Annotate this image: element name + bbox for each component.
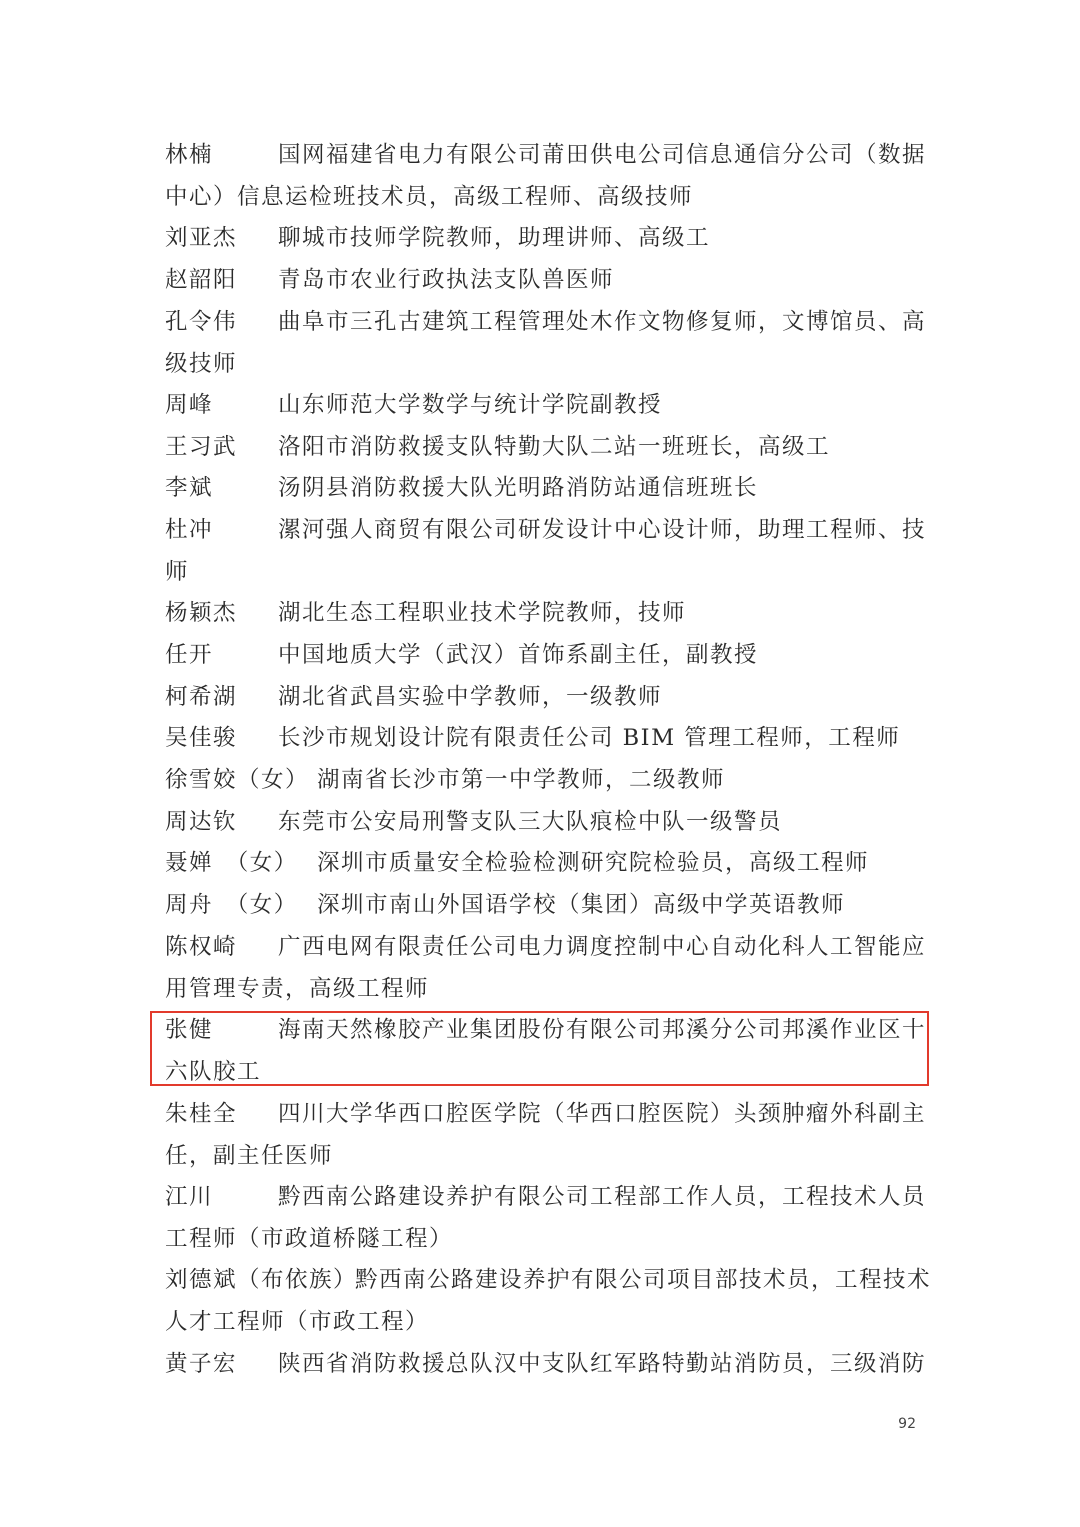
person-title: 广西电网有限责任公司电力调度控制中心自动化科人工智能应: [278, 934, 927, 960]
person-name: 刘德斌（布依族）: [165, 1267, 358, 1293]
person-name: 陈权崎: [165, 934, 238, 960]
page-number: 92: [898, 1416, 916, 1432]
person-title: 海南天然橡胶产业集团股份有限公司邦溪分公司邦溪作业区十: [278, 1017, 927, 1043]
person-title: 洛阳市消防救援支队特勤大队二站一班班长，高级工: [278, 434, 831, 460]
entry-ke-xihu: [165, 677, 917, 719]
entry-huang-zihong: [165, 1344, 927, 1386]
entry-zhao-shaoyang: [165, 260, 917, 302]
entry-kong-lingwei: [165, 302, 927, 385]
entry-line-1: [165, 718, 917, 760]
entry-line-1: [165, 927, 927, 969]
entry-line-1: [165, 1094, 927, 1136]
entry-jiang-chuan: [165, 1177, 927, 1260]
entry-yang-yingjie: [165, 593, 917, 635]
person-name: 杜冲: [165, 517, 214, 543]
person-title: 汤阴县消防救援大队光明路消防站通信班班长: [278, 475, 759, 501]
entry-line-1: [165, 427, 917, 469]
entry-line-2: 工程师（市政道桥隧工程）: [165, 1225, 454, 1252]
entry-zhou-feng: [165, 385, 917, 427]
entry-line-1: [165, 385, 917, 427]
person-name: 周峰: [165, 392, 214, 418]
entry-lin-nan: [165, 135, 927, 218]
entry-du-chong: [165, 510, 927, 593]
entry-line-1: [165, 802, 917, 844]
entry-line-1: [165, 1177, 927, 1219]
person-name: 江川: [165, 1184, 214, 1210]
person-title: 深圳市南山外国语学校（集团）高级中学英语教师: [317, 892, 846, 918]
entry-xu-xuejiao: [165, 760, 917, 802]
entry-nie-chan: [165, 843, 917, 885]
person-name: 聂婵 （女）: [165, 850, 298, 876]
person-title: 漯河强人商贸有限公司研发设计中心设计师，助理工程师、技: [278, 517, 927, 543]
entry-line-1: [165, 510, 927, 552]
person-title: 长沙市规划设计院有限责任公司 BIM 管理工程师，工程师: [278, 725, 901, 751]
entry-line-1: [165, 677, 917, 719]
person-title: 青岛市农业行政执法支队兽医师: [278, 267, 615, 293]
person-title: 四川大学华西口腔医学院（华西口腔医院）头颈肿瘤外科副主: [278, 1101, 927, 1127]
entry-line-1: [165, 885, 917, 927]
person-name: 周达钦: [165, 809, 238, 835]
entry-line-1: [165, 760, 917, 802]
entry-line-1: [165, 1344, 927, 1386]
person-title: 湖北生态工程职业技术学院教师，技师: [278, 600, 687, 626]
entry-zhang-jian: [165, 1010, 927, 1093]
person-name: 王习武: [165, 434, 238, 460]
person-name: 赵韶阳: [165, 267, 238, 293]
entry-line-2: 六队胶工: [165, 1058, 262, 1085]
person-name: 孔令伟: [165, 309, 238, 335]
person-name: 刘亚杰: [165, 225, 238, 251]
person-title: 国网福建省电力有限公司莆田供电公司信息通信分公司（数据: [278, 142, 927, 168]
person-name: 吴佳骏: [165, 725, 238, 751]
entry-zhu-guiquan: [165, 1094, 927, 1177]
entry-line-2: 任，副主任医师: [165, 1142, 334, 1169]
entry-liu-debin: [165, 1260, 932, 1343]
person-title: 湖北省武昌实验中学教师，一级教师: [278, 684, 663, 710]
entry-line-1: [165, 135, 927, 177]
entry-liu-yajie: [165, 218, 917, 260]
person-name: 朱桂全: [165, 1101, 238, 1127]
entry-line-1: [165, 1010, 927, 1052]
person-title: 湖南省长沙市第一中学教师，二级教师: [317, 767, 726, 793]
person-title: 黔西南公路建设养护有限公司工程部工作人员，工程技术人员: [278, 1184, 927, 1210]
entry-line-1: [165, 1260, 932, 1302]
person-name: 柯希湖: [165, 684, 238, 710]
person-title: 中国地质大学（武汉）首饰系副主任，副教授: [278, 642, 759, 668]
person-name: 林楠: [165, 142, 214, 168]
entry-line-1: [165, 260, 917, 302]
entry-ren-kai: [165, 635, 917, 677]
entry-line-2: 中心）信息运检班技术员，高级工程师、高级技师: [165, 183, 694, 210]
entry-zhou-zhou: [165, 885, 917, 927]
person-name: 任开: [165, 642, 214, 668]
person-name: 杨颖杰: [165, 600, 238, 626]
person-title: 深圳市质量安全检验检测研究院检验员，高级工程师: [317, 850, 870, 876]
person-name: 张健: [165, 1017, 214, 1043]
entry-chen-quanqi: [165, 927, 927, 1010]
entry-wang-xiwu: [165, 427, 917, 469]
entry-line-2: 师: [165, 558, 190, 585]
person-name: 黄子宏: [165, 1351, 238, 1377]
entry-line-1: [165, 302, 927, 344]
entry-line-1: [165, 468, 917, 510]
person-name: 李斌: [165, 475, 214, 501]
person-title: 东莞市公安局刑警支队三大队痕检中队一级警员: [278, 809, 783, 835]
entry-line-1: [165, 218, 917, 260]
entry-line-1: [165, 635, 917, 677]
person-title: 聊城市技师学院教师，助理讲师、高级工: [278, 225, 711, 251]
person-title: 山东师范大学数学与统计学院副教授: [278, 392, 663, 418]
entry-line-2: 用管理专责，高级工程师: [165, 975, 430, 1002]
entry-wu-jiajun: [165, 718, 917, 760]
person-name: 周舟 （女）: [165, 892, 298, 918]
person-title: 黔西南公路建设养护有限公司项目部技术员，工程技术: [355, 1267, 932, 1293]
person-title: 曲阜市三孔古建筑工程管理处木作文物修复师，文博馆员、高: [278, 309, 927, 335]
entry-line-2: 人才工程师（市政工程）: [165, 1308, 430, 1335]
entry-line-1: [165, 593, 917, 635]
entry-li-bin: [165, 468, 917, 510]
person-name: 徐雪姣（女）: [165, 767, 310, 793]
person-title: 陕西省消防救援总队汉中支队红军路特勤站消防员，三级消防: [278, 1351, 927, 1377]
entry-line-1: [165, 843, 917, 885]
entry-zhou-daqin: [165, 802, 917, 844]
entry-line-2: 级技师: [165, 350, 238, 377]
